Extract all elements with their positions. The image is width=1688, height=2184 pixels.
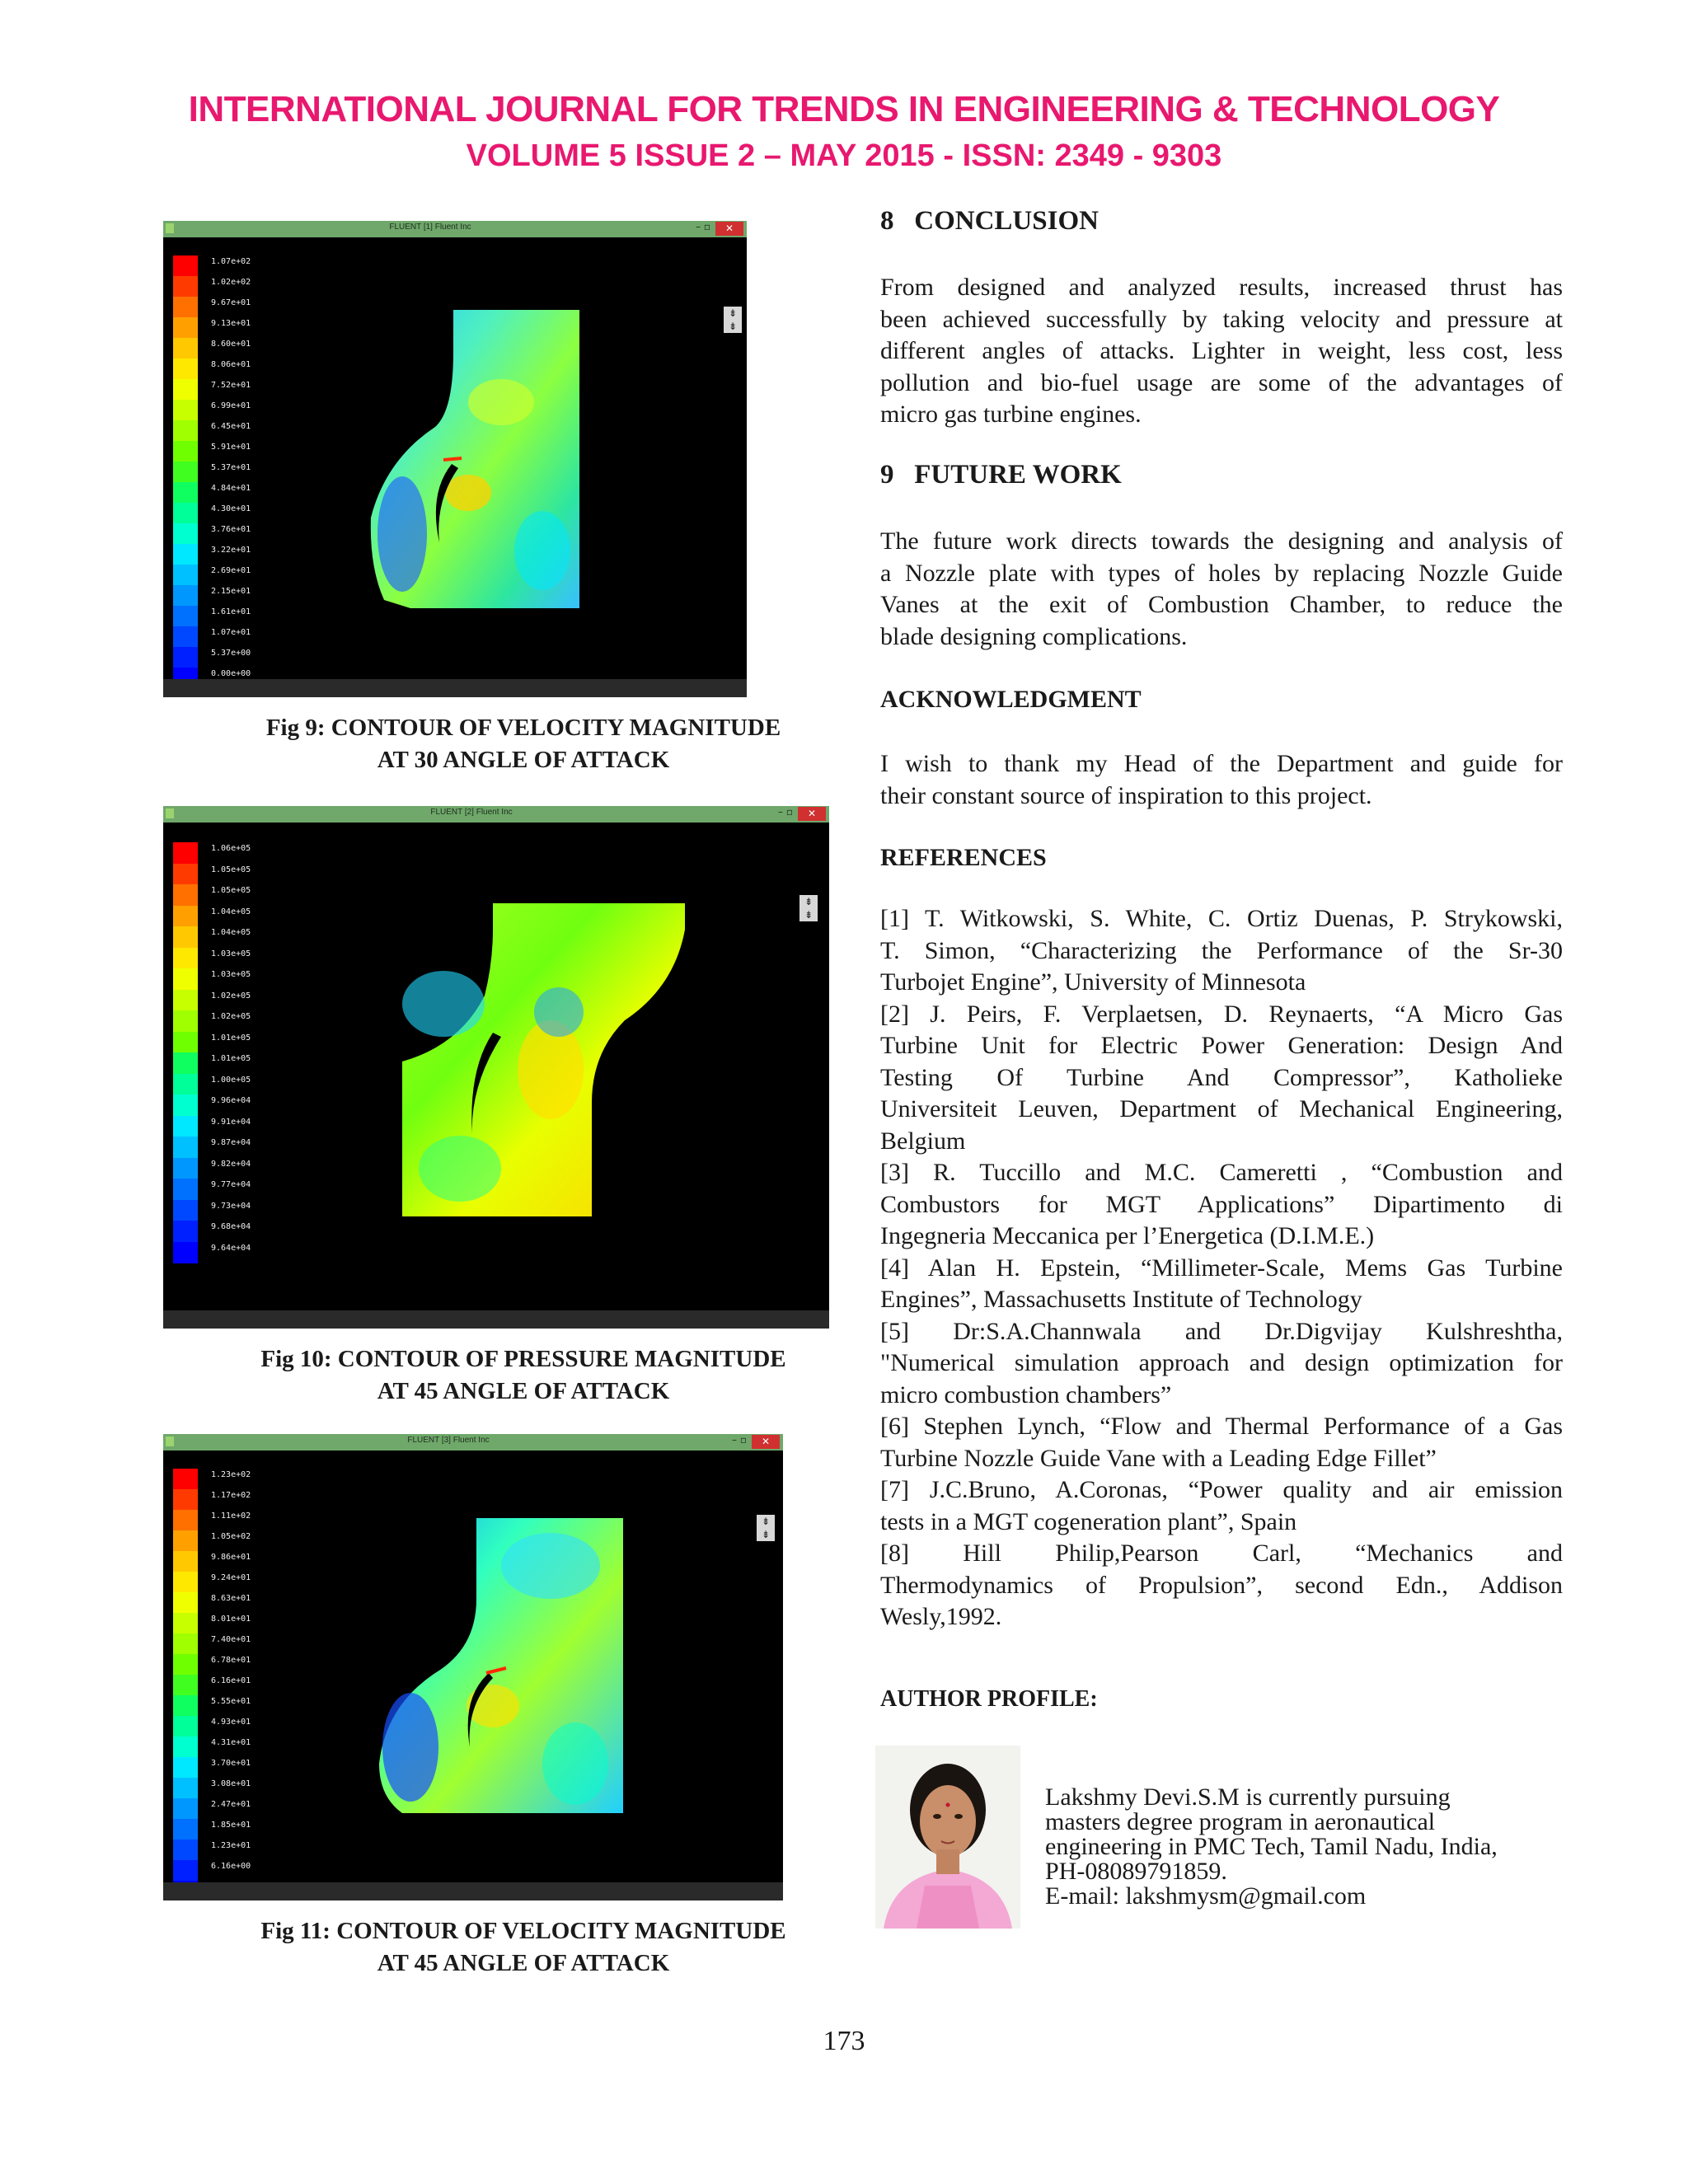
references-list [880, 903, 1563, 1633]
scale-label: 5.55e+01 [211, 1697, 251, 1706]
contour-plot [163, 221, 747, 697]
scale-label: 9.67e+01 [211, 298, 251, 307]
scale-label: 0.00e+00 [211, 669, 251, 678]
paragraph-line: micro gas turbine engines. [880, 401, 1142, 428]
scale-label: 1.05e+02 [211, 1532, 251, 1541]
scale-label: 5.37e+00 [211, 649, 251, 658]
paragraph-line: I wish to thank my Head of the Department and guide for [880, 750, 1563, 777]
horizontal-scrollbar [163, 1310, 829, 1329]
horizontal-scrollbar [163, 1882, 783, 1900]
scale-label: 1.02e+02 [211, 278, 251, 287]
figure-11-image [163, 1434, 783, 1900]
paragraph-line: pollution and bio-fuel usage are some of the advantages of [880, 368, 1563, 396]
close-icon: ✕ [715, 222, 743, 236]
scale-label: 3.08e+01 [211, 1779, 251, 1788]
conclusion-paragraph [880, 272, 1563, 431]
scale-label: 1.23e+02 [211, 1470, 251, 1479]
future-work-heading: 9 FUTURE WORK [880, 460, 1122, 490]
scale-label: 1.61e+01 [211, 607, 251, 616]
reference-line: Turbine Unit for Electric Power Generation: Design And [880, 1032, 1563, 1059]
scale-label: 1.11e+02 [211, 1511, 251, 1521]
paragraph-line: blade designing complications. [880, 622, 1188, 650]
close-icon: ✕ [798, 807, 826, 821]
scale-label: 1.00e+05 [211, 1075, 251, 1085]
scale-label: 5.91e+01 [211, 443, 251, 452]
reference-line: Turbojet Engine”, University of Minnesota [880, 968, 1306, 996]
figure-window-title: FLUENT [1] Fluent Inc [389, 223, 471, 232]
caption-line: AT 45 ANGLE OF ATTACK [377, 1378, 670, 1404]
scale-label: 1.02e+05 [211, 991, 251, 1001]
scale-label: 1.05e+05 [211, 865, 251, 874]
reference-line: [4] Alan H. Epstein, “Millimeter-Scale, Mems Gas Turbine [880, 1254, 1563, 1282]
acknowledgment-paragraph [880, 748, 1563, 812]
scale-label: 9.82e+04 [211, 1159, 251, 1169]
paragraph-line: different angles of attacks. Lighter in weight, less cost, less [880, 337, 1563, 364]
scale-label: 8.01e+01 [211, 1615, 251, 1624]
reference-line: [2] J. Peirs, F. Verplaetsen, D. Reynaerts, “A Micro Gas [880, 1000, 1563, 1028]
author-bio-line: masters degree program in aeronautical [1045, 1808, 1436, 1835]
scale-label: 9.87e+04 [211, 1138, 251, 1147]
scale-label: 1.07e+01 [211, 628, 251, 637]
scale-label: 1.04e+05 [211, 907, 251, 916]
minimize-icon: – ▫ [732, 1434, 747, 1446]
figure-10-image [163, 806, 829, 1329]
caption-line: Fig 11: CONTOUR OF VELOCITY MAGNITUDE [260, 1918, 786, 1944]
reference-line: [1] T. Witkowski, S. White, C. Ortiz Duenas, P. Strykowski, [880, 905, 1563, 932]
scale-label: 6.16e+01 [211, 1676, 251, 1685]
reference-line: Ingegneria Meccanica per l’Energetica (D.I.M.E.) [880, 1222, 1375, 1249]
scroll-down-icon: ⇟ ⇟ [724, 307, 742, 333]
reference-line: Belgium [880, 1127, 966, 1155]
reference-line: [8] Hill Philip,Pearson Carl, “Mechanics and [880, 1540, 1563, 1567]
scale-label: 8.60e+01 [211, 340, 251, 349]
reference-line: Testing Of Turbine And Compressor”, Katholieke [880, 1063, 1563, 1091]
scale-label: 2.15e+01 [211, 587, 251, 596]
reference-line: [5] Dr:S.A.Channwala and Dr.Digvijay Kulshreshtha, [880, 1317, 1563, 1345]
reference-line: [7] J.C.Bruno, A.Coronas, “Power quality and air emission [880, 1476, 1563, 1503]
scale-label: 1.03e+05 [211, 949, 251, 958]
scale-label: 1.01e+05 [211, 1054, 251, 1063]
reference-line: Combustors for MGT Applications” Dipartimento di [880, 1190, 1563, 1218]
figure-11-caption [206, 1915, 841, 1980]
scale-label: 1.17e+02 [211, 1491, 251, 1500]
scale-label: 6.16e+00 [211, 1862, 251, 1871]
scale-label: 9.64e+04 [211, 1243, 251, 1253]
scale-label: 9.73e+04 [211, 1201, 251, 1211]
scroll-down-icon: ⇟ ⇟ [799, 895, 818, 921]
figure-window-title: FLUENT [2] Fluent Inc [430, 808, 513, 817]
scale-label: 1.85e+01 [211, 1821, 251, 1830]
close-icon: ✕ [752, 1435, 780, 1449]
scale-label: 4.93e+01 [211, 1718, 251, 1727]
reference-line: micro combustion chambers” [880, 1380, 1172, 1408]
reference-line: Engines”, Massachusetts Institute of Technology [880, 1286, 1362, 1313]
scroll-down-icon: ⇟ ⇟ [757, 1515, 775, 1541]
scale-label: 1.04e+05 [211, 928, 251, 937]
conclusion-heading: 8 CONCLUSION [880, 206, 1099, 236]
scale-label: 6.45e+01 [211, 422, 251, 431]
reference-line: Universiteit Leuven, Department of Mechanical Engineering, [880, 1095, 1563, 1122]
paragraph-line: a Nozzle plate with types of holes by replacing Nozzle Guide [880, 559, 1563, 587]
figure-9-image [163, 221, 747, 697]
journal-title: INTERNATIONAL JOURNAL FOR TRENDS IN ENGINEERING & TECHNOLOGY [188, 89, 1500, 129]
references-heading: REFERENCES [880, 844, 1047, 871]
figure-9-caption [206, 712, 841, 776]
minimize-icon: – ▫ [696, 221, 710, 232]
minimize-icon: – ▫ [778, 806, 793, 818]
scale-label: 9.91e+04 [211, 1117, 251, 1127]
caption-line: Fig 10: CONTOUR OF PRESSURE MAGNITUDE [260, 1346, 786, 1372]
author-photo [875, 1746, 1020, 1929]
horizontal-scrollbar [163, 679, 747, 697]
figure-10-caption [206, 1343, 841, 1408]
reference-line: Turbine Nozzle Guide Vane with a Leading Edge Fillet” [880, 1444, 1437, 1472]
reference-line: Thermodynamics of Propulsion”, second Edn., Addison [880, 1571, 1563, 1599]
page-number: 173 [823, 2026, 865, 2056]
reference-line: tests in a MGT cogeneration plant”, Spain [880, 1507, 1297, 1535]
scale-label: 7.52e+01 [211, 381, 251, 390]
reference-line: [3] R. Tuccillo and M.C. Cameretti , “Combustion and [880, 1159, 1563, 1186]
scale-label: 5.37e+01 [211, 463, 251, 472]
scale-label: 9.86e+01 [211, 1553, 251, 1562]
author-bio-line: PH-08089791859. [1045, 1858, 1227, 1885]
paragraph-line: The future work directs towards the designing and analysis of [880, 527, 1563, 555]
caption-line: Fig 9: CONTOUR OF VELOCITY MAGNITUDE [265, 715, 781, 741]
author-bio-line: Lakshmy Devi.S.M is currently pursuing [1045, 1783, 1451, 1811]
scale-label: 2.69e+01 [211, 566, 251, 575]
scale-label: 3.70e+01 [211, 1759, 251, 1768]
scale-label: 6.78e+01 [211, 1656, 251, 1665]
scale-label: 1.03e+05 [211, 970, 251, 979]
contour-plot [163, 806, 829, 1329]
paragraph-line: From designed and analyzed results, increased thrust has [880, 274, 1563, 301]
scale-label: 8.63e+01 [211, 1594, 251, 1603]
scale-label: 1.02e+05 [211, 1012, 251, 1021]
scale-label: 4.30e+01 [211, 504, 251, 513]
author-bio [1045, 1785, 1498, 1909]
caption-line: AT 30 ANGLE OF ATTACK [377, 747, 670, 773]
scale-label: 8.06e+01 [211, 360, 251, 369]
scale-label: 9.13e+01 [211, 319, 251, 328]
author-bio-line: engineering in PMC Tech, Tamil Nadu, India, [1045, 1833, 1498, 1860]
scale-label: 1.01e+05 [211, 1033, 251, 1043]
author-profile-heading: AUTHOR PROFILE: [880, 1686, 1098, 1712]
scale-label: 1.06e+05 [211, 844, 251, 853]
contour-plot [163, 1434, 783, 1900]
scale-label: 6.99e+01 [211, 401, 251, 410]
scale-label: 4.84e+01 [211, 484, 251, 493]
scale-label: 2.47e+01 [211, 1800, 251, 1809]
reference-line: [6] Stephen Lynch, “Flow and Thermal Performance of a Gas [880, 1413, 1563, 1440]
author-portrait-image [875, 1746, 1020, 1929]
scale-label: 3.76e+01 [211, 525, 251, 534]
reference-line: Wesly,1992. [880, 1603, 1002, 1630]
journal-issue: VOLUME 5 ISSUE 2 – MAY 2015 - ISSN: 2349 - 9303 [466, 138, 1222, 173]
paragraph-line: been achieved successfully by taking velocity and pressure at [880, 305, 1563, 333]
future-work-paragraph [880, 526, 1563, 653]
scale-label: 4.31e+01 [211, 1738, 251, 1747]
scale-label: 3.22e+01 [211, 546, 251, 555]
reference-line: "Numerical simulation approach and design optimization for [880, 1349, 1563, 1376]
paragraph-line: Vanes at the exit of Combustion Chamber, to reduce the [880, 591, 1563, 618]
caption-line: AT 45 ANGLE OF ATTACK [377, 1950, 670, 1976]
scale-label: 1.23e+01 [211, 1841, 251, 1850]
scale-label: 9.68e+04 [211, 1222, 251, 1231]
acknowledgment-heading: ACKNOWLEDGMENT [880, 686, 1142, 713]
figure-window-title: FLUENT [3] Fluent Inc [407, 1436, 490, 1445]
author-bio-line: E-mail: lakshmysm@gmail.com [1045, 1882, 1367, 1910]
scale-label: 9.24e+01 [211, 1573, 251, 1582]
scale-label: 1.05e+05 [211, 886, 251, 895]
scale-label: 9.96e+04 [211, 1096, 251, 1105]
scale-label: 9.77e+04 [211, 1180, 251, 1189]
paragraph-line: their constant source of inspiration to this project. [880, 781, 1372, 809]
scale-label: 7.40e+01 [211, 1635, 251, 1644]
reference-line: T. Simon, “Characterizing the Performance of the Sr-30 [880, 936, 1563, 964]
scale-label: 1.07e+02 [211, 257, 251, 266]
